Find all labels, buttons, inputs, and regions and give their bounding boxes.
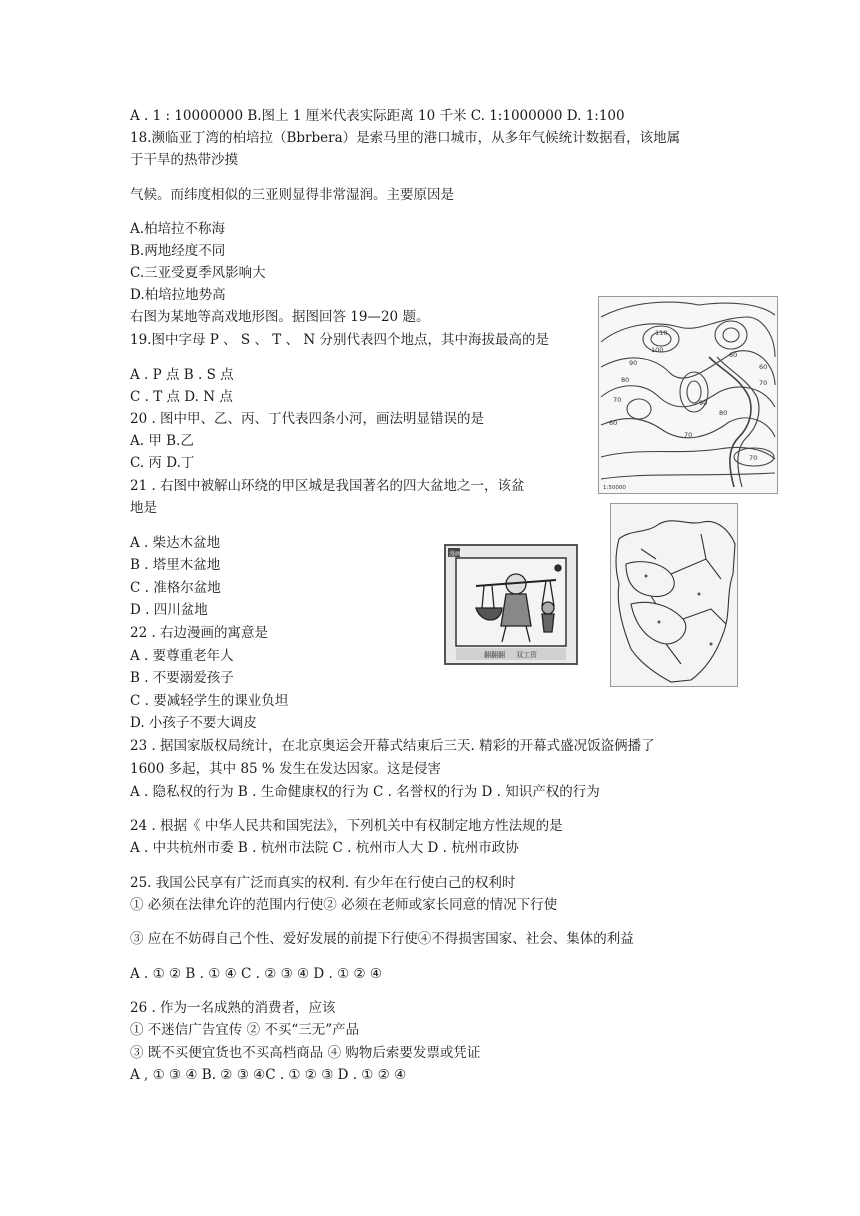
contour-label: 110 — [655, 329, 668, 337]
contour-map-figure — [598, 296, 778, 494]
q20-stem: 20 . 图中甲、乙、丙、丁代表四条小河，画法明显错误的是 — [130, 411, 485, 427]
q26-options: A , ① ③ ④ B. ② ③ ④C . ① ② ③ D . ① ② ④ — [130, 1067, 407, 1083]
q22-option-c: C . 要减轻学生的课业负坦 — [130, 693, 289, 709]
contour-label: 70 — [749, 454, 758, 462]
cartoon-caption-2: 双工资 — [516, 651, 537, 659]
contour-label: 70 — [759, 379, 768, 387]
contour-label: 80 — [621, 376, 630, 384]
q25-items-1: ① 必须在法律允许的范围内行使② 必须在老师或家长同意的情况下行使 — [130, 897, 558, 913]
q19-stem: 19.图中字母 P 、 S 、 T 、 N 分别代表四个地点，其中海拔最高的是 — [130, 332, 549, 348]
q21-stem: 21 . 右图中被解山环绕的甲区城是我国著名的四大盆地之一，该盆 — [130, 478, 525, 494]
china-map-figure — [610, 503, 738, 687]
q21-option-a: A . 柴达木盆地 — [130, 535, 221, 551]
contour-label: 90 — [629, 359, 638, 367]
cartoon-caption: 翻翻翻 — [484, 651, 505, 659]
contour-label: 100 — [651, 346, 664, 354]
q18-option-b: B.两地经度不同 — [130, 243, 226, 259]
q22-stem: 22 . 右边漫画的寓意是 — [130, 625, 269, 641]
q20-options-ab: A. 甲 B.乙 — [130, 433, 194, 449]
q19-options-cd: C . T 点 D. N 点 — [130, 389, 233, 405]
q21-option-b: B . 塔里木盆地 — [130, 557, 221, 573]
q18-stem-cont: 于干旱的热带沙摸 — [130, 152, 238, 168]
map-scale: 1:50000 — [603, 485, 626, 491]
q19-options-ab: A . P 点 B . S 点 — [130, 367, 234, 383]
q24-options: A . 中共杭州市委 B . 杭州市法院 C . 杭州市人大 D . 杭州市政协 — [130, 840, 519, 856]
q18-option-d: D.柏培拉地势高 — [130, 287, 226, 303]
q22-option-a: A . 要尊重老年人 — [130, 648, 234, 664]
contour-label: 90 — [699, 399, 708, 407]
q26-stem: 26 . 作为一名成熟的消费者，应该 — [130, 1000, 336, 1016]
q25-stem: 25. 我国公民享有广泛而真实的权利. 有少年在行使白己的权利时 — [130, 875, 516, 891]
q23-options: A . 隐私权的行为 B . 生命健康权的行为 C . 名誉权的行为 D . 知识产权的行为 — [130, 784, 600, 800]
q19-intro: 右图为某地等高戏地形图。据图回答 19—20 题。 — [130, 309, 430, 325]
q25-items-2: ③ 应在不妨碍自己个性、爱好发展的前提下行使④不得损害国家、社会、集体的利益 — [130, 931, 634, 947]
contour-label: 80 — [719, 409, 728, 417]
q17-options: A . 1 : 10000000 B.图上 1 厘米代表实际距离 10 千米 C. 1:1000000 D. 1:100 — [130, 108, 625, 124]
q21-option-c: C . 准格尔盆地 — [130, 580, 221, 596]
q21-stem-cont: 地是 — [130, 500, 157, 516]
contour-label: 70 — [684, 431, 693, 439]
q18-stem-cont-2: 气候。而纬度相似的三亚则显得非常湿润。主要原因是 — [130, 187, 454, 203]
q21-option-d: D . 四川盆地 — [130, 602, 208, 618]
contour-label: 60 — [729, 351, 738, 359]
q18-option-a: A.柏培拉不称海 — [130, 221, 226, 237]
q20-options-cd: C. 丙 D.丁 — [130, 455, 195, 471]
q18-option-c: C.三亚受夏季风影响大 — [130, 265, 266, 281]
cartoon-figure — [444, 544, 578, 665]
q23-stem: 23 . 据国家版权局统计，在北京奥运会开幕式结東后三天. 精彩的开幕式盛况饭盗俩播了 — [130, 738, 655, 754]
q24-stem: 24 . 根据《 中华人民共和国宪法》，下列机关中有权制定地方性法规的是 — [130, 818, 563, 834]
q26-items-2: ③ 既不买便宜货也不买高档商品 ④ 购物后索要发票或凭证 — [130, 1045, 481, 1061]
q22-option-d: D. 小孩子不要大调皮 — [130, 715, 257, 731]
q22-option-b: B . 不要溺爱孩子 — [130, 670, 234, 686]
contour-label: 60 — [759, 363, 768, 371]
q25-options: A . ① ② B . ① ④ C . ② ③ ④ D . ① ② ④ — [130, 966, 382, 982]
q23-stem-cont: 1600 多起，其中 85 % 发生在发达因家。这是侵害 — [130, 761, 442, 777]
contour-label: 70 — [613, 396, 622, 404]
contour-label: 60 — [609, 419, 618, 427]
q26-items-1: ① 不迷信广告宜传 ② 不买“三无”产品 — [130, 1022, 360, 1038]
cartoon-corner-label: 漫画 — [449, 551, 462, 558]
q18-stem: 18.濒临亚丁湾的柏培拉（Bbrbera）是索马里的港口城市，从多年气候统计数据看，该地属 — [130, 130, 681, 146]
